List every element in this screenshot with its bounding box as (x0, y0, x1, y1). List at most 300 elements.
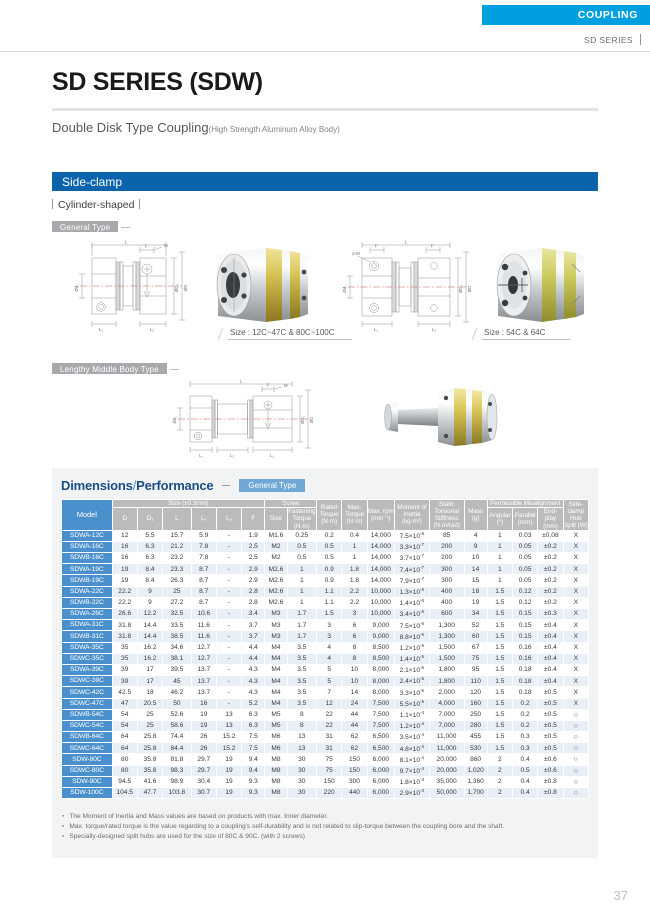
cell-split: ○ (563, 732, 588, 743)
cell-end: ±0.2 (538, 541, 563, 552)
cell-d: 31.8 (112, 620, 137, 631)
cell-end: ±0.4 (538, 631, 563, 642)
svg-text:L: L (124, 239, 128, 245)
cell-split: X (563, 530, 588, 541)
cell-par: 0.05 (512, 564, 537, 575)
page-title: SD SERIES (SDW) (52, 68, 263, 96)
cell-l1: 12.7 (191, 653, 216, 664)
cell-rated: 5 (317, 664, 342, 675)
cell-screw: M4 (265, 642, 287, 653)
cell-l: 32.5 (163, 609, 191, 620)
cell-mass: 75 (464, 653, 487, 664)
cell-screw: M8 (265, 765, 287, 776)
cell-rpm: 8,000 (367, 687, 394, 698)
cell-l2: 19 (216, 788, 241, 799)
cell-l2: - (216, 664, 241, 675)
cell-inertia: $7.9\times 10^{-7}$ (394, 575, 429, 586)
cell-f: 2.5 (242, 553, 265, 564)
cell-l: 26.3 (163, 575, 191, 586)
table-row (62, 788, 589, 799)
cell-l: 45 (163, 676, 191, 687)
th-max-torque: Max. Torque (N·m) (342, 500, 367, 531)
cell-split: ○ (563, 765, 588, 776)
cell-par: 0.15 (512, 620, 537, 631)
cell-l: 23.2 (163, 553, 191, 564)
cell-stiff: 4,000 (429, 698, 464, 709)
cell-inertia: $4.8\times 10^{-4}$ (394, 743, 429, 754)
cell-inertia: $1.4\times 10^{-5}$ (394, 653, 429, 664)
svg-text:ØD: ØD (183, 284, 188, 292)
cell-inertia: $1.2\times 10^{-5}$ (394, 642, 429, 653)
cell-rpm: 6,000 (367, 788, 394, 799)
cell-maxt: 2.2 (342, 586, 367, 597)
cell-rpm: 10,000 (367, 586, 394, 597)
cell-maxt: 62 (342, 732, 367, 743)
footnote-text: The Moment of Inertia and Mass values are based on products with max. Inner diameter. (69, 813, 329, 820)
cell-l1: 13.7 (191, 664, 216, 675)
cell-d1: 6.3 (137, 541, 162, 552)
cell-d: 64 (112, 743, 137, 754)
cell-rated: 3 (317, 620, 342, 631)
cell-split: X (563, 642, 588, 653)
cell-ftorque: 13 (287, 732, 317, 743)
cell-d1: 17 (137, 676, 162, 687)
cell-ang: 1.5 (487, 687, 512, 698)
cell-mass: 67 (464, 642, 487, 653)
th-group-size: Size (±0.3mm) (112, 500, 265, 508)
cell-split: ○ (563, 743, 588, 754)
cell-stiff: 400 (429, 597, 464, 608)
cell-l: 38.5 (163, 631, 191, 642)
cell-end: ±0.4 (538, 653, 563, 664)
footnote-bullet: ▪ (62, 833, 65, 841)
cell-l: 81.8 (163, 754, 191, 765)
cell-model: SDWA-12C (62, 530, 113, 541)
cell-mass: 19 (464, 597, 487, 608)
cell-rated: 22 (317, 709, 342, 720)
cell-stiff: 200 (429, 553, 464, 564)
series-label (584, 34, 650, 45)
cell-ftorque: 30 (287, 776, 317, 787)
cell-par: 0.4 (512, 754, 537, 765)
cell-model: SDWC-35C (62, 653, 113, 664)
cell-par: 0.05 (512, 575, 537, 586)
cell-l1: 11.6 (191, 631, 216, 642)
cell-l1: 10.6 (191, 609, 216, 620)
cell-d: 104.5 (112, 788, 137, 799)
cell-rated: 5 (317, 676, 342, 687)
th-group-misalignment: Permissible Misalignment (487, 500, 563, 508)
cell-ftorque: 3.5 (287, 653, 317, 664)
cell-end: ±0.4 (538, 676, 563, 687)
cell-l: 46.2 (163, 687, 191, 698)
cell-l2: - (216, 642, 241, 653)
table-row (62, 586, 589, 597)
cell-rpm: 14,000 (367, 575, 394, 586)
table-row (62, 597, 589, 608)
cell-screw: M6 (265, 743, 287, 754)
cell-l1: 8.7 (191, 564, 216, 575)
footnote-bullet: ▪ (62, 813, 65, 820)
cell-l1: 29.7 (191, 754, 216, 765)
svg-text:L₁: L₁ (373, 327, 379, 332)
cell-d: 19 (112, 575, 137, 586)
cell-inertia: $3.5\times 10^{-4}$ (394, 732, 429, 743)
cell-rpm: 9,000 (367, 631, 394, 642)
cell-d: 39 (112, 664, 137, 675)
cell-split: X (563, 597, 588, 608)
cell-l2: - (216, 676, 241, 687)
cell-f: 5.2 (242, 698, 265, 709)
cell-rated: 0.5 (317, 541, 342, 552)
cell-ang: 1 (487, 575, 512, 586)
svg-text:F: F (374, 243, 378, 249)
figure-caption-left: Size : 12C~47C & 80C~100C (230, 328, 335, 337)
cell-mass: 280 (464, 720, 487, 731)
cell-ang: 2 (487, 754, 512, 765)
cell-d: 22.2 (112, 597, 137, 608)
cell-inertia: $1.4\times 10^{-6}$ (394, 597, 429, 608)
table-head (62, 500, 589, 531)
footnote-text: Specially-designed split hubs are used for the size of 80C & 90C. (with 2 screws) (69, 833, 305, 841)
cell-d: 47 (112, 698, 137, 709)
cell-d1: 47.7 (137, 788, 162, 799)
cell-end: ±0.2 (538, 575, 563, 586)
footnote (62, 812, 592, 822)
cell-ftorque: 3.5 (287, 642, 317, 653)
cell-rated: 1.1 (317, 586, 342, 597)
cell-screw: M2.6 (265, 586, 287, 597)
cell-ftorque: 8 (287, 720, 317, 731)
cell-ang: 1.5 (487, 653, 512, 664)
th-group-screw: Screw (265, 500, 317, 508)
cell-l1: 8.7 (191, 575, 216, 586)
cell-d1: 8.4 (137, 564, 162, 575)
cell-d: 39 (112, 676, 137, 687)
cell-par: 0.03 (512, 530, 537, 541)
cell-ang: 1.5 (487, 586, 512, 597)
svg-text:Ød₁: Ød₁ (172, 416, 177, 424)
cell-model: SDWA-19C (62, 564, 113, 575)
cell-l: 15.7 (163, 530, 191, 541)
series-divider (640, 34, 641, 45)
cell-l2: - (216, 530, 241, 541)
cell-mass: 120 (464, 687, 487, 698)
cell-f: 4.3 (242, 664, 265, 675)
cell-l1: 11.6 (191, 620, 216, 631)
cell-d1: 14.4 (137, 620, 162, 631)
technical-drawing-lengthy (172, 376, 392, 460)
table-row (62, 687, 589, 698)
cell-ang: 1 (487, 553, 512, 564)
cell-f: 7.5 (242, 743, 265, 754)
cell-mass: 52 (464, 620, 487, 631)
cell-stiff: 1,800 (429, 664, 464, 675)
cell-split: X (563, 620, 588, 631)
cell-split: X (563, 631, 588, 642)
cell-l2: - (216, 609, 241, 620)
cell-split: X (563, 541, 588, 552)
cell-model: SDWB-31C (62, 631, 113, 642)
cell-inertia: $7.5\times 10^{-6}$ (394, 620, 429, 631)
cell-mass: 110 (464, 676, 487, 687)
cell-par: 0.16 (512, 642, 537, 653)
cell-ftorque: 1.7 (287, 631, 317, 642)
svg-text:L₂: L₂ (229, 453, 235, 458)
cell-f: 3.7 (242, 631, 265, 642)
cell-end: ±0.2 (538, 586, 563, 597)
svg-text:ØD: ØD (309, 416, 314, 424)
figure-caption-left-rule (228, 339, 352, 340)
cell-inertia: $1.3\times 10^{-6}$ (394, 586, 429, 597)
cell-screw: M2.6 (265, 564, 287, 575)
cell-ftorque: 1 (287, 564, 317, 575)
svg-text:F: F (266, 382, 270, 388)
tag-dash-lengthy (170, 369, 179, 370)
cell-model: SDWC-64C (62, 743, 113, 754)
cell-f: 2.9 (242, 575, 265, 586)
cell-rated: 220 (317, 788, 342, 799)
cell-ang: 2 (487, 776, 512, 787)
spec-table-title (61, 478, 213, 493)
cell-d1: 41.6 (137, 776, 162, 787)
cell-ftorque: 0.5 (287, 541, 317, 552)
cell-l: 23.3 (163, 564, 191, 575)
cell-maxt: 14 (342, 687, 367, 698)
shape-label-rule-right (139, 199, 140, 209)
cell-inertia: $1.2\times 10^{-4}$ (394, 720, 429, 731)
cell-model: SDW-80C (62, 754, 113, 765)
cell-stiff: 20,000 (429, 765, 464, 776)
table-head-row-1 (62, 500, 589, 508)
cell-inertia: $2.1\times 10^{-5}$ (394, 664, 429, 675)
cell-split: X (563, 698, 588, 709)
cell-rated: 75 (317, 765, 342, 776)
cell-l2: 15.2 (216, 743, 241, 754)
cell-split: X (563, 564, 588, 575)
cell-d1: 25.8 (137, 732, 162, 743)
cell-l: 21.2 (163, 541, 191, 552)
cell-model: SDWB-19C (62, 575, 113, 586)
cell-end: ±0.6 (538, 754, 563, 765)
cell-f: 4.3 (242, 687, 265, 698)
cell-screw: M4 (265, 653, 287, 664)
svg-text:L: L (404, 239, 408, 245)
cell-f: 2.5 (242, 541, 265, 552)
cell-screw: M4 (265, 664, 287, 675)
cell-maxt: 6 (342, 631, 367, 642)
page-header (0, 0, 650, 52)
cell-l2: 13 (216, 720, 241, 731)
table-row (62, 676, 589, 687)
cell-mass: 18 (464, 586, 487, 597)
cell-model: SDW-90C (62, 776, 113, 787)
cell-par: 0.12 (512, 597, 537, 608)
cell-d: 31.8 (112, 631, 137, 642)
spec-table-block (52, 468, 598, 858)
table-row (62, 553, 589, 564)
svg-text:ØD₁: ØD₁ (300, 416, 305, 424)
tag-dash (121, 227, 130, 228)
cell-rated: 22 (317, 720, 342, 731)
cell-rated: 3 (317, 631, 342, 642)
cell-rated: 0.9 (317, 564, 342, 575)
cell-maxt: 10 (342, 676, 367, 687)
cell-inertia: $3.7\times 10^{-7}$ (394, 553, 429, 564)
cell-model: SDWC-47C (62, 698, 113, 709)
cell-end: ±0.4 (538, 620, 563, 631)
cell-stiff: 20,000 (429, 754, 464, 765)
cell-ang: 1 (487, 564, 512, 575)
cell-ftorque: 1 (287, 597, 317, 608)
table-row (62, 698, 589, 709)
cell-split: ○ (563, 709, 588, 720)
cell-rpm: 8,000 (367, 676, 394, 687)
cell-mass: 160 (464, 698, 487, 709)
svg-text:L₂: L₂ (431, 327, 437, 332)
subtitle-main: Double Disk Type Coupling (52, 120, 209, 135)
cell-end: ±0.5 (538, 709, 563, 720)
cell-maxt: 62 (342, 743, 367, 754)
cell-d: 35 (112, 653, 137, 664)
cell-maxt: 8 (342, 653, 367, 664)
cell-model: SDWB-54C (62, 709, 113, 720)
shape-label-rule-left (52, 199, 53, 209)
cell-maxt: 44 (342, 720, 367, 731)
cell-inertia: $3.4\times 10^{-6}$ (394, 609, 429, 620)
cell-l1: 7.8 (191, 541, 216, 552)
cell-maxt: 2.2 (342, 597, 367, 608)
cell-stiff: 85 (429, 530, 464, 541)
cell-screw: M2.6 (265, 597, 287, 608)
cell-stiff: 11,000 (429, 732, 464, 743)
cell-ftorque: 30 (287, 788, 317, 799)
cell-rated: 12 (317, 698, 342, 709)
cell-inertia: $2.9\times 10^{-3}$ (394, 788, 429, 799)
th-model: Model (62, 500, 113, 531)
cell-l1: 26 (191, 732, 216, 743)
product-photo-general-right (484, 242, 588, 328)
cell-maxt: 0.4 (342, 530, 367, 541)
cell-stiff: 35,000 (429, 776, 464, 787)
cell-ang: 1.5 (487, 743, 512, 754)
cell-l2: 19 (216, 754, 241, 765)
cell-l2: 19 (216, 776, 241, 787)
cell-par: 0.3 (512, 743, 537, 754)
cell-f: 4.4 (242, 653, 265, 664)
th-inertia: Moment of Inertia (kg·m²) (394, 500, 429, 531)
cell-l2: - (216, 687, 241, 698)
cell-inertia: $8.1\times 10^{-4}$ (394, 754, 429, 765)
table-row (62, 754, 589, 765)
cell-split: X (563, 575, 588, 586)
cell-d1: 16.2 (137, 653, 162, 664)
cell-d1: 5.5 (137, 530, 162, 541)
cell-par: 0.05 (512, 541, 537, 552)
cell-end: ±0.5 (538, 720, 563, 731)
cell-d: 94.5 (112, 776, 137, 787)
footnote-bullet: ▪ (62, 823, 65, 831)
cell-model: SDWB-64C (62, 732, 113, 743)
cell-split: ○ (563, 776, 588, 787)
cell-d: 22.2 (112, 586, 137, 597)
cell-model: SDWC-42C (62, 687, 113, 698)
cell-l1: 7.8 (191, 553, 216, 564)
cell-ang: 1.5 (487, 597, 512, 608)
cell-inertia: $1.1\times 10^{-4}$ (394, 709, 429, 720)
cell-ftorque: 3.5 (287, 687, 317, 698)
specifications-table (61, 499, 589, 799)
page-subtitle (52, 120, 340, 135)
cell-l2: 19 (216, 765, 241, 776)
cell-d1: 20.5 (137, 698, 162, 709)
cell-l: 52.6 (163, 709, 191, 720)
cell-model: SDWA-31C (62, 620, 113, 631)
cell-ang: 1.5 (487, 609, 512, 620)
table-row (62, 732, 589, 743)
cell-d1: 9 (137, 597, 162, 608)
cell-l1: 16 (191, 698, 216, 709)
cell-mass: 14 (464, 564, 487, 575)
cell-model: SDWC-80C (62, 765, 113, 776)
table-row (62, 609, 589, 620)
cell-d1: 8.4 (137, 575, 162, 586)
cell-l: 33.5 (163, 620, 191, 631)
cell-f: 3.4 (242, 609, 265, 620)
cell-screw: M3 (265, 609, 287, 620)
cell-l2: - (216, 541, 241, 552)
cell-d: 26.6 (112, 609, 137, 620)
cell-maxt: 300 (342, 776, 367, 787)
figure-caption-right: Size : 54C & 64C (484, 328, 546, 337)
cell-d: 80 (112, 765, 137, 776)
cell-par: 0.4 (512, 788, 537, 799)
cell-maxt: 1 (342, 541, 367, 552)
cell-d1: 25 (137, 709, 162, 720)
cell-mass: 60 (464, 631, 487, 642)
svg-text:F: F (430, 243, 434, 249)
cell-screw: M2 (265, 541, 287, 552)
table-row (62, 575, 589, 586)
cell-screw: M4 (265, 698, 287, 709)
cell-l2: 15.2 (216, 732, 241, 743)
table-row (62, 664, 589, 675)
cell-split: X (563, 687, 588, 698)
cell-rpm: 6,000 (367, 776, 394, 787)
cell-rpm: 6,000 (367, 765, 394, 776)
cell-d1: 16.2 (137, 642, 162, 653)
cell-screw: M5 (265, 709, 287, 720)
page-number: 37 (613, 888, 628, 903)
table-row (62, 620, 589, 631)
cell-d1: 14.4 (137, 631, 162, 642)
table-row (62, 765, 589, 776)
cell-rated: 0.5 (317, 553, 342, 564)
cell-end: ±0.5 (538, 698, 563, 709)
cell-d: 16 (112, 541, 137, 552)
cell-maxt: 6 (342, 620, 367, 631)
cell-d1: 35.8 (137, 754, 162, 765)
cell-ftorque: 0.5 (287, 553, 317, 564)
cell-f: 1.9 (242, 530, 265, 541)
cell-maxt: 24 (342, 698, 367, 709)
cell-model: SDWC-39C (62, 676, 113, 687)
cell-screw: M1.6 (265, 530, 287, 541)
table-body (62, 530, 589, 799)
cell-inertia: $2.4\times 10^{-5}$ (394, 676, 429, 687)
cell-d1: 12.2 (137, 609, 162, 620)
cell-rpm: 6,500 (367, 732, 394, 743)
